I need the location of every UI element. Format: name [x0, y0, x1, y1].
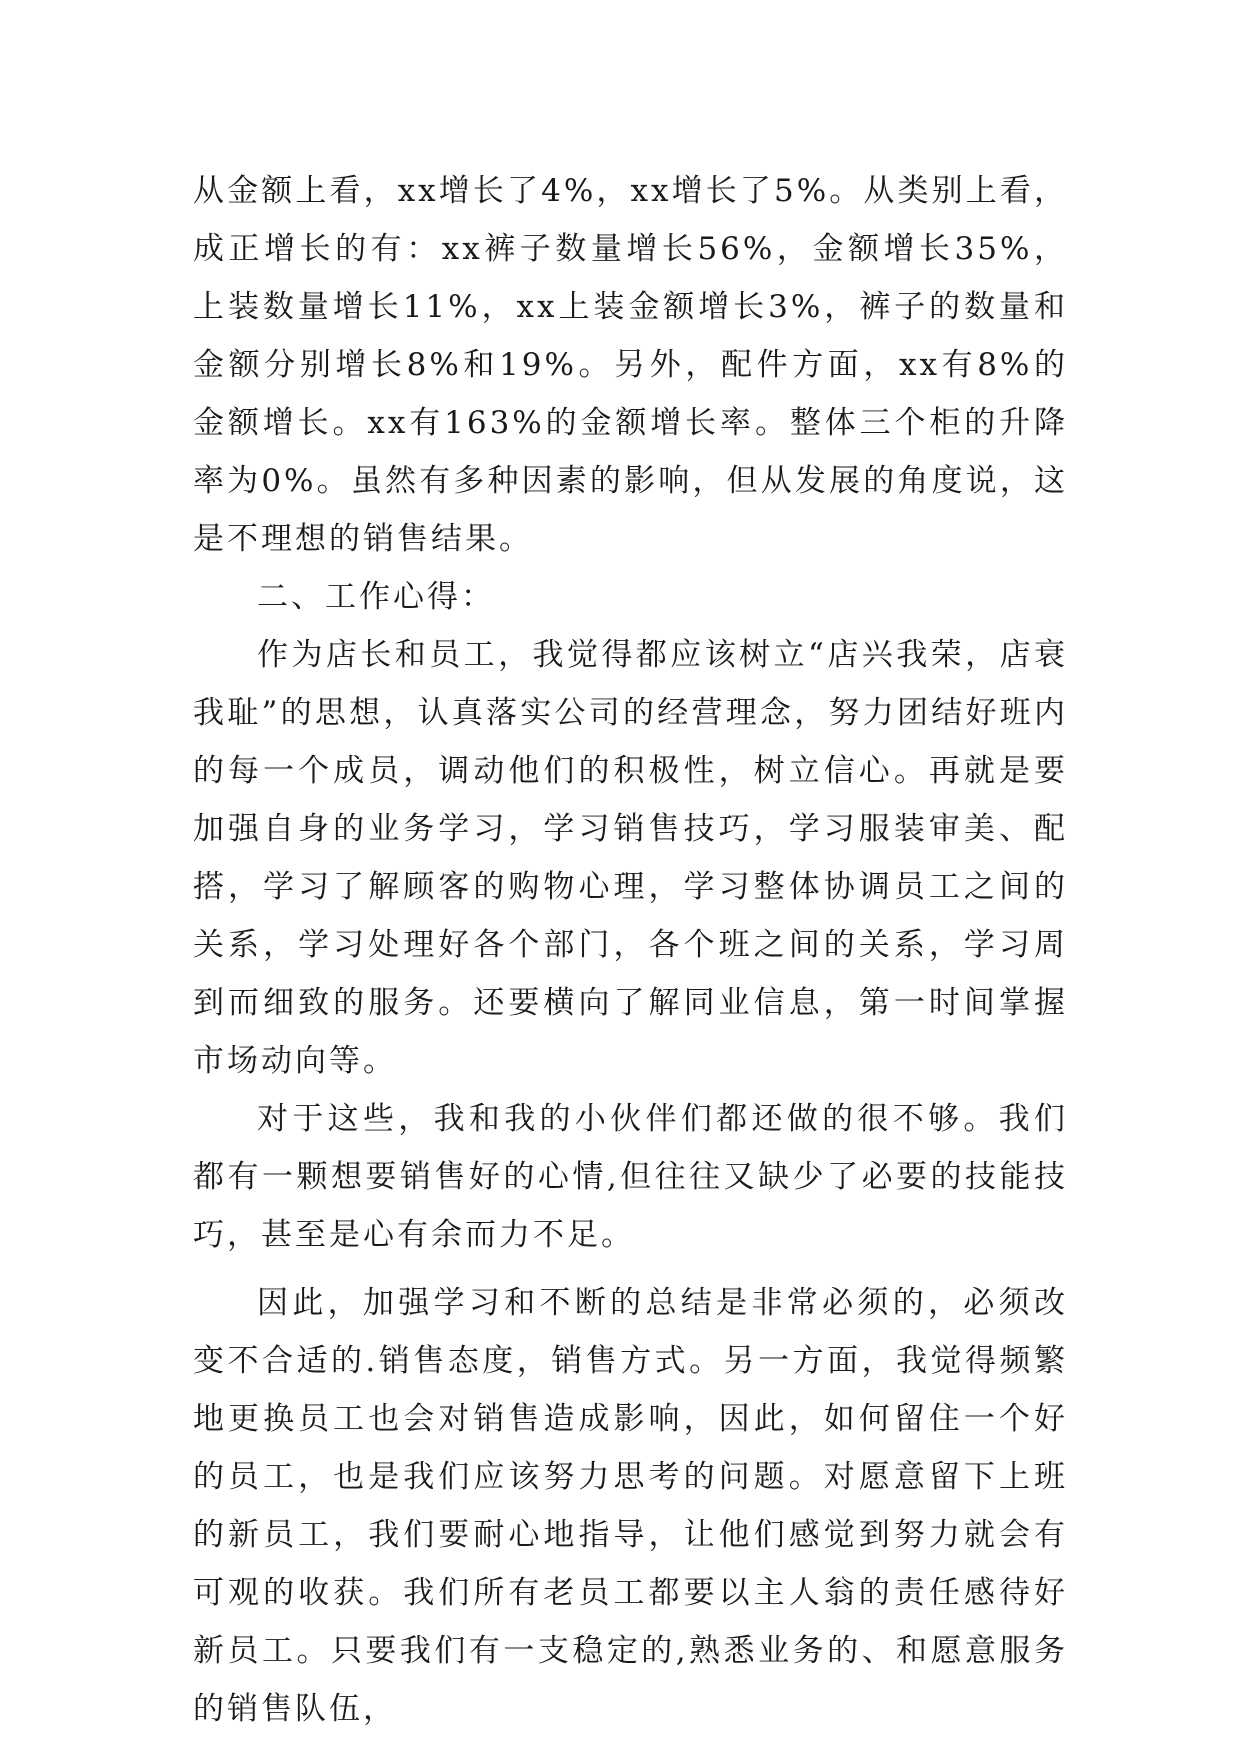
section-heading-work-insights: 二、工作心得：	[257, 579, 495, 615]
paragraph-shortcomings: 对于这些，我和我的小伙伴们都还做的很不够。我们都有一颗想要销售好的心情,但往往又缺少了必要的技能技巧，甚至是心有余而力不足。	[193, 1101, 1068, 1253]
paragraph-manager-mindset: 作为店长和员工，我觉得都应该树立“店兴我荣，店衰我耻”的思想，认真落实公司的经营理念，努力团结好班内的每一个成员，调动他们的积极性，树立信心。再就是要加强自身的业务学习，学习销售技巧，学习服装审美、配搭，学习了解顾客的购物心理，学习整体协调员工之间的关系，学习处理好各个部门，各个班之间的关系，学习周到而细致的服务。还要横向了解同业信息，第一时间掌握市场动向等。	[193, 637, 1068, 1079]
document-body	[193, 162, 1068, 1738]
paragraph-learning-and-staff: 因此，加强学习和不断的总结是非常必须的，必须改变不合适的.销售态度，销售方式。另一方面，我觉得频繁地更换员工也会对销售造成影响，因此，如何留住一个好的员工，也是我们应该努力思考的问题。对愿意留下上班的新员工，我们要耐心地指导，让他们感觉到努力就会有可观的收获。我们所有老员工都要以主人翁的责任感待好新员工。只要我们有一支稳定的,熟悉业务的、和愿意服务的销售队伍，	[193, 1285, 1068, 1727]
paragraph-sales-results: 从金额上看，xx增长了4%，xx增长了5%。从类别上看，成正增长的有：xx裤子数量增长56%，金额增长35%，上装数量增长11%，xx上装金额增长3%，裤子的数量和金额分别增长8%和19%。另外，配件方面，xx有8%的金额增长。xx有163%的金额增长率。整体三个柜的升降率为0%。虽然有多种因素的影响，但从发展的角度说，这是不理想的销售结果。	[193, 173, 1068, 557]
